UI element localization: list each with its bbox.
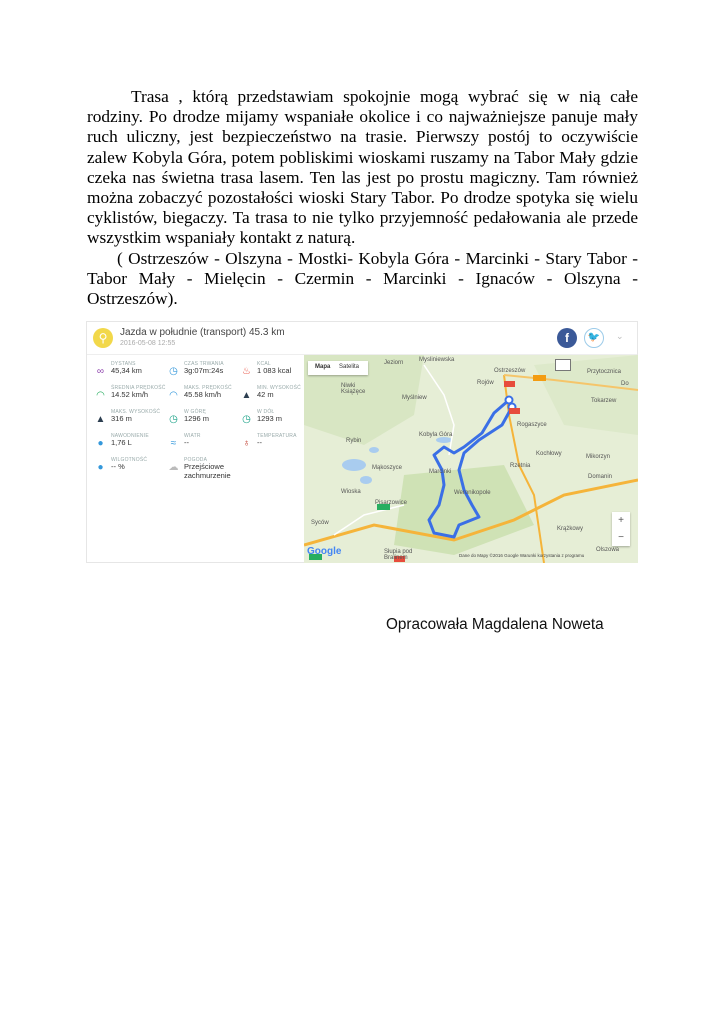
stat-label: KCAL xyxy=(257,361,271,367)
tab-map[interactable]: Mapa xyxy=(315,364,331,370)
activity-date: 2016-05-08 12:55 xyxy=(120,340,176,347)
stat-label: W DÓŁ xyxy=(257,409,275,415)
map-attribution[interactable]: Dane do Mapy ©2016 Google Warunki korzystania z programu xyxy=(459,553,585,558)
map-place-label: Rybin xyxy=(346,438,362,444)
stat-value: 1 083 kcal xyxy=(257,366,292,375)
duration-icon: ◷ xyxy=(169,366,178,377)
twitter-icon[interactable]: 🐦 xyxy=(584,328,604,348)
stat-label: ŚREDNIA PRĘDKOŚĆ xyxy=(111,385,166,391)
paragraph-description: Trasa , którą przedstawiam spokojnie mogą wybrać się w nią całe rodziny. Po drodze mijamy wspaniałe okolice i co najważniejsze panuje mały ruch uliczny, jest bezpieczeństwo na trasie. Pierwszy postój to oczywiście zalew Kobyla Góra, potem pobliskimi wioskami ruszamy na Tabor Mały gdzie czeka nas świetna trasa lasem. Ten las jest po prostu magiczny. Tam również można zobaczyć pozostałości wioski Stary Tabor. Po drodze spotyka się wielu cyklistów, biegaczy. Ta trasa to nie tylko przyjemność pedałowania ale przede wszystkim wspaniały kontakt z naturą. xyxy=(87,87,638,248)
stat-value: 45,34 km xyxy=(111,366,142,375)
stat-label: DYSTANS xyxy=(111,361,136,367)
stat-item xyxy=(164,433,236,457)
zoom-control xyxy=(612,512,630,546)
map-place-label: Rzetnia xyxy=(510,463,531,469)
stat-item xyxy=(164,409,236,433)
wind-icon: ≈ xyxy=(170,438,177,449)
map-place-label: Krążkowy xyxy=(557,526,584,532)
stat-label: W GÓRĘ xyxy=(184,409,207,415)
map-place-label: Rogaszyce xyxy=(517,422,547,428)
avg-speed-icon: ◠ xyxy=(96,390,105,401)
google-logo: Google xyxy=(307,546,342,557)
cycling-icon: ⚲ xyxy=(93,328,113,348)
stat-item xyxy=(91,385,166,409)
author-signature: Opracowała Magdalena Noweta xyxy=(386,616,604,633)
map-place-label: Marcinki xyxy=(429,469,452,475)
map-place-label: Tokarzew xyxy=(591,398,617,404)
weather-icon: ☁ xyxy=(168,462,179,473)
stat-value: Przejściowe zachmurzenie xyxy=(184,462,231,480)
stat-value: 1293 m xyxy=(257,414,283,423)
stat-label: NAWODNIENIE xyxy=(111,433,149,439)
stat-value: 1296 m xyxy=(184,414,210,423)
stat-item xyxy=(164,457,236,481)
stat-label: WILGOTNOŚĆ xyxy=(111,457,148,463)
map-place-label: Ostrzeszów xyxy=(494,368,526,374)
stat-value: 3g:07m:24s xyxy=(184,366,224,375)
stat-label: CZAS TRWANIA xyxy=(184,361,224,367)
zoom-in-button[interactable]: + xyxy=(618,515,624,526)
max-altitude-icon: ▲ xyxy=(95,414,106,425)
stat-item xyxy=(237,433,309,457)
stat-label: POGODA xyxy=(184,457,208,463)
stat-value: 316 m xyxy=(111,414,132,423)
stat-value: -- xyxy=(184,438,189,447)
calories-icon: ♨ xyxy=(242,366,251,377)
humidity-icon: ● xyxy=(97,462,104,473)
hydration-icon: ● xyxy=(97,438,104,449)
stat-item xyxy=(164,385,236,409)
map-place-label: Rojów xyxy=(477,380,494,386)
map-place-label: Niwki Książęce xyxy=(341,383,366,395)
stat-item xyxy=(91,409,163,433)
min-altitude-icon: ▲ xyxy=(241,390,252,401)
map-place-label: Wioska xyxy=(341,489,361,495)
stat-item xyxy=(91,457,163,481)
stat-value: 1,76 L xyxy=(111,438,132,447)
chevron-down-icon[interactable]: ⌄ xyxy=(616,331,624,341)
max-speed-icon: ◠ xyxy=(169,390,178,401)
tab-satellite[interactable]: Satelita xyxy=(339,364,360,370)
stat-item xyxy=(237,409,309,433)
ascent-icon: ◷ xyxy=(169,414,178,425)
map-place-label: Jeziorn xyxy=(384,360,404,366)
map-place-label: Weronikopole xyxy=(454,490,491,496)
map-place-label: Mysliniewska xyxy=(419,357,455,363)
fullscreen-icon[interactable] xyxy=(555,359,571,371)
map-type-tabs xyxy=(308,361,368,375)
map-place-label: Przytocznica xyxy=(587,369,622,375)
map-place-label: Pisarzowice xyxy=(375,500,408,506)
activity-widget xyxy=(86,321,638,563)
map-place-label: Olszowa xyxy=(596,547,620,553)
descent-icon: ◷ xyxy=(242,414,251,425)
paragraph-route: ( Ostrzeszów - Olszyna - Mostki- Kobyla Góra - Marcinki - Stary Tabor - Tabor Mały - Mielęcin - Czermin - Marcinki - Ignaców - Olszyna - Ostrzeszów). xyxy=(87,248,638,309)
stats-panel xyxy=(87,355,304,563)
stat-item xyxy=(91,433,163,457)
stat-item xyxy=(237,385,309,409)
widget-header xyxy=(87,322,637,355)
stat-value: -- % xyxy=(111,462,125,471)
route-map[interactable] xyxy=(304,355,638,563)
stat-item xyxy=(164,361,236,385)
map-place-label: Słupia pod Bralinem xyxy=(384,549,413,561)
stat-item xyxy=(237,361,309,385)
stat-label: WIATR xyxy=(184,433,201,439)
zoom-out-button[interactable]: − xyxy=(618,532,624,543)
map-place-label: Kobyla Góra xyxy=(419,432,453,438)
stat-label: MAKS. WYSOKOŚĆ xyxy=(111,409,161,415)
map-place-label: Syców xyxy=(311,520,329,526)
map-place-label: Myślniew xyxy=(402,395,427,401)
document-body xyxy=(87,87,638,309)
stat-value: 42 m xyxy=(257,390,274,399)
stat-value: 14.52 km/h xyxy=(111,390,149,399)
stat-value: -- xyxy=(257,438,262,447)
map-place-label: Do xyxy=(621,381,629,387)
map-place-label: Kochłowy xyxy=(536,451,562,457)
stat-label: MIN. WYSOKOŚĆ xyxy=(257,385,301,391)
stat-label: TEMPERATURA xyxy=(257,433,297,439)
map-place-label: Mąkoszyce xyxy=(372,465,403,471)
stat-value: 45.58 km/h xyxy=(184,390,222,399)
map-place-label: Mikorzyn xyxy=(586,454,611,460)
map-place-label: Domanin xyxy=(588,474,613,480)
stat-item xyxy=(91,361,163,385)
facebook-icon[interactable]: f xyxy=(557,328,577,348)
temperature-icon: ♁ xyxy=(242,438,251,449)
stat-label: MAKS. PRĘDKOŚĆ xyxy=(184,385,232,391)
distance-icon: ∞ xyxy=(96,366,105,377)
activity-title: Jazda w południe (transport) 45.3 km xyxy=(120,327,285,338)
